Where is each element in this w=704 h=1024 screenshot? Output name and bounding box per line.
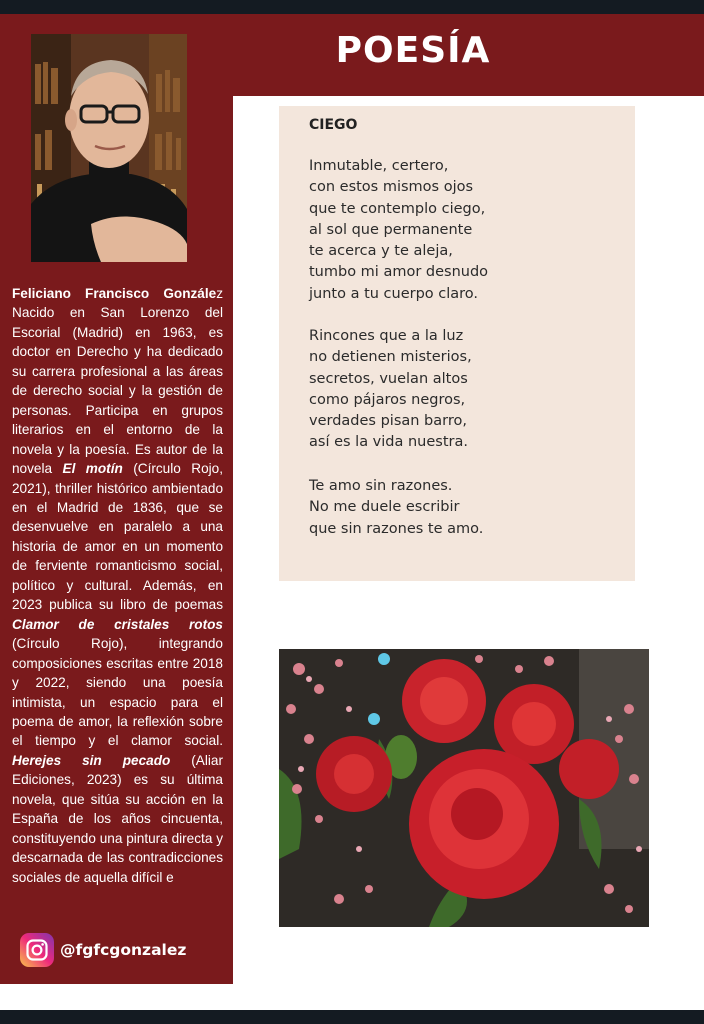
poem-stanza-2 <box>309 326 472 454</box>
poem-line: tumbo mi amor desnudo <box>309 264 489 281</box>
poem-title: CIEGO <box>309 117 358 133</box>
book-title: Herejes sin pecado <box>12 752 171 768</box>
author-photo <box>31 34 187 262</box>
book-title: El motín <box>62 461 123 477</box>
instagram-icon <box>20 933 54 967</box>
poem-line: que sin razones te amo. <box>309 520 484 537</box>
poem-line: Inmutable, certero, <box>309 158 449 174</box>
top-bar <box>0 0 704 14</box>
poem-line: verdades pisan barro, <box>309 413 467 430</box>
poem-stanza-3 <box>309 476 483 540</box>
poem-line: te acerca y te aleja, <box>309 243 453 260</box>
poem-line: como pájaros negros, <box>309 391 466 408</box>
bio-text: Nacido en San Lorenzo del Escorial (Madrid) en 1963, es doctor en Derecho y ha dedicado su carrera profesional a las áreas de derecho social y la gestión de personas. Participa en grupos literarios en el entorno de la novela y la poesía. Es autor de la novela <box>12 305 223 477</box>
instagram-link[interactable] <box>20 933 186 967</box>
poem-line: Rincones que a la luz <box>309 328 464 344</box>
bio-text: (Círculo Rojo), integrando composiciones escritas entre 2018 y 2022, siendo una poesía intimista, un espacio para el poema de amor, la reflexión sobre el tiempo y el clamor social. <box>12 636 223 749</box>
poem-line: junto a tu cuerpo claro. <box>309 285 479 302</box>
page-title: POESÍA <box>335 30 491 71</box>
poem-line: Te amo sin razones. <box>309 478 453 494</box>
bio-text: (Aliar Ediciones, 2023) es su última novela, que sitúa su acción en la España de los años cincuenta, constituyendo una pintura directa y descarnada de las contradicciones sociales de aquella difícil e <box>12 752 223 885</box>
poem-line: No me duele escribir <box>309 499 460 516</box>
roses-photo <box>279 649 649 927</box>
poem-line: con estos mismos ojos <box>309 179 474 196</box>
poem-line: al sol que permanente <box>309 221 473 238</box>
author-name-tail: z <box>216 286 223 301</box>
poem-line: no detienen misterios, <box>309 349 472 366</box>
poem-line: así es la vida nuestra. <box>309 434 468 451</box>
bottom-bar <box>0 1010 704 1024</box>
bio-text: (Círculo Rojo, 2021), thriller histórico ambientado en el Madrid de 1836, que se desenvuelve en paralelo a una historia de amor en un momento de ferviente romanticismo social, político y cultural. Además, en 2023 publica su libro de poemas <box>12 461 223 613</box>
book-title: Clamor de cristales rotos <box>12 616 223 632</box>
poem-line: que te contemplo ciego, <box>309 200 486 217</box>
poem-line: secretos, vuelan altos <box>309 370 468 387</box>
author-bio <box>12 284 223 887</box>
poem-stanza-1 <box>309 156 488 305</box>
instagram-handle: @fgfcgonzalez <box>60 941 187 959</box>
author-name: Feliciano Francisco Gonzále <box>12 286 217 301</box>
